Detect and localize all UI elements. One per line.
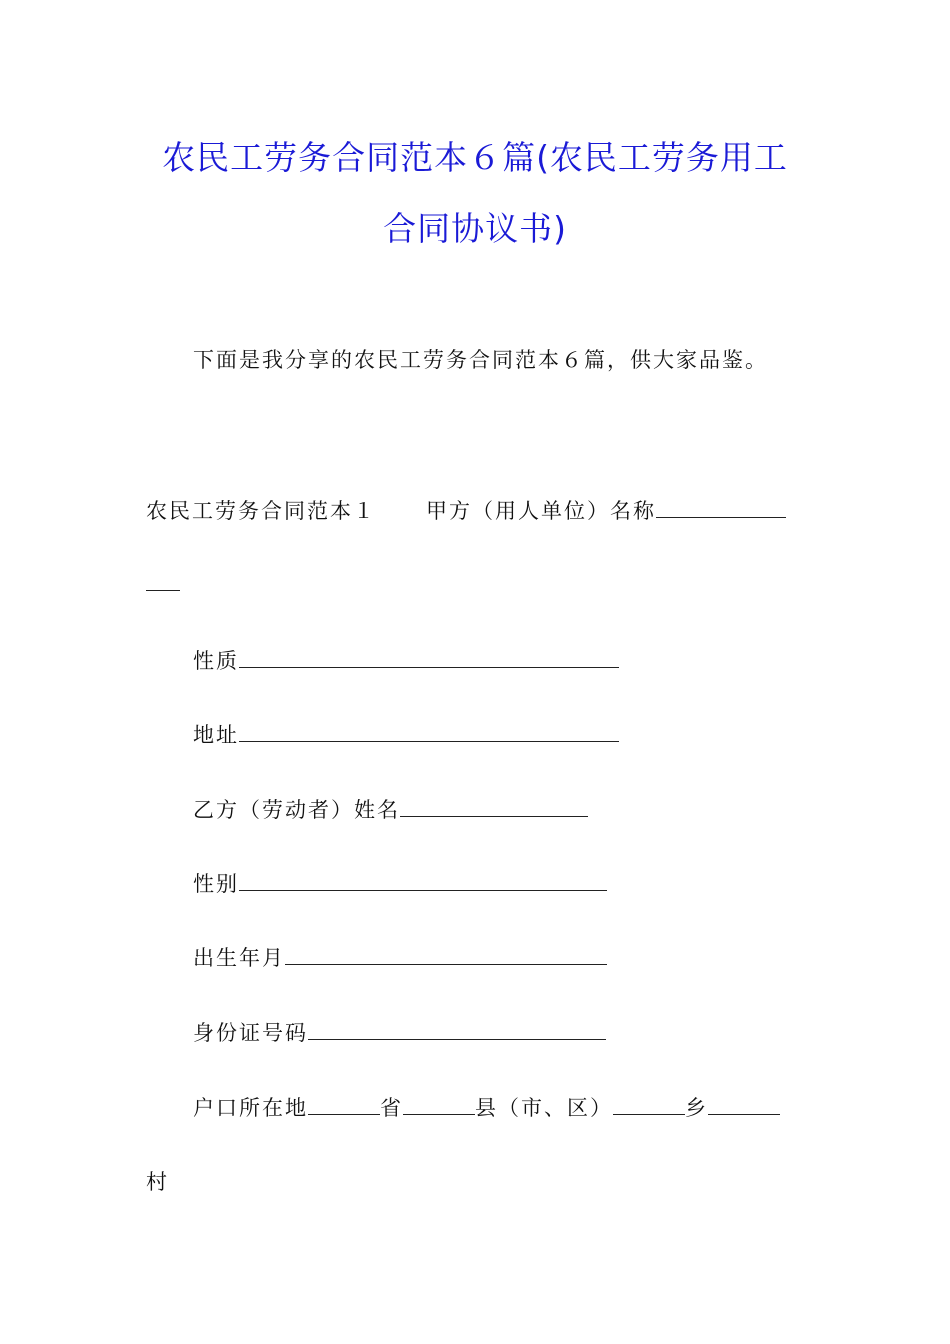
- party-b-name-blank: [400, 796, 588, 817]
- document-title-line-1: 农民工劳务合同范本６篇(农民工劳务用工: [162, 138, 788, 177]
- county-blank: [403, 1094, 475, 1115]
- party-a-name-blank: [656, 497, 786, 518]
- birth-row: [193, 942, 607, 972]
- address-blank: [239, 721, 619, 742]
- id-number-label: 身份证号码: [193, 1021, 308, 1045]
- household-row: [193, 1092, 780, 1122]
- id-number-blank: [308, 1019, 606, 1040]
- section-heading-row: [146, 495, 786, 525]
- gender-blank: [239, 870, 607, 891]
- village-row: [146, 1166, 169, 1196]
- province-label: 省: [380, 1096, 403, 1120]
- id-number-row: [193, 1017, 606, 1047]
- document-title-line-2: 合同协议书): [383, 209, 567, 248]
- nature-blank: [239, 647, 619, 668]
- nature-label: 性质: [193, 649, 239, 673]
- party-a-name-blank-continued-row: [146, 570, 180, 596]
- village-blank: [708, 1094, 780, 1115]
- section-heading: 农民工劳务合同范本１: [146, 499, 376, 523]
- address-label: 地址: [193, 723, 239, 747]
- intro-paragraph: 下面是我分享的农民工劳务合同范本６篇，供大家品鉴。: [193, 348, 768, 372]
- party-b-label: 乙方（劳动者）姓名: [193, 798, 400, 822]
- gender-row: [193, 868, 607, 898]
- village-label: 村: [146, 1170, 169, 1194]
- party-a-label: 甲方（用人单位）名称: [426, 499, 656, 523]
- party-b-row: [193, 794, 588, 824]
- birth-blank: [285, 944, 607, 965]
- birth-label: 出生年月: [193, 946, 285, 970]
- township-blank: [613, 1094, 685, 1115]
- gender-label: 性别: [193, 872, 239, 896]
- county-label: 县（市、区）: [475, 1096, 613, 1120]
- household-label: 户口所在地: [193, 1096, 308, 1120]
- party-a-name-blank-continued: [146, 570, 180, 591]
- nature-row: [193, 645, 619, 675]
- province-blank: [308, 1094, 380, 1115]
- township-label: 乡: [685, 1096, 708, 1120]
- address-row: [193, 719, 619, 749]
